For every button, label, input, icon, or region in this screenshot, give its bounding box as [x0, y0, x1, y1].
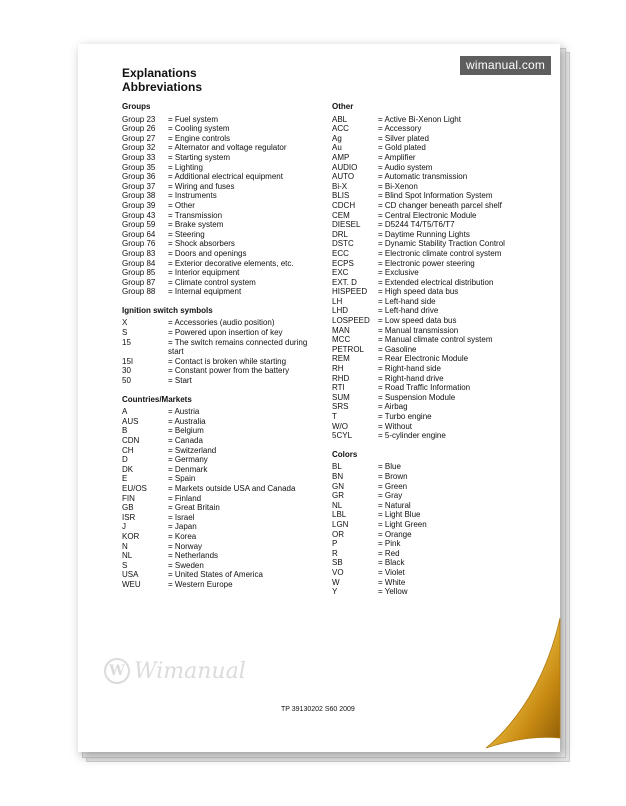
abbreviation-row	[332, 163, 552, 173]
abbreviation-code: AUTO	[332, 172, 355, 182]
abbreviation-description: = Norway	[168, 541, 203, 551]
abbreviation-description: = Black	[378, 558, 405, 568]
abbreviation-row	[122, 551, 322, 561]
abbreviation-row	[332, 259, 552, 269]
abbreviation-description: = Denmark	[168, 464, 208, 474]
abbreviation-code: VO	[332, 567, 344, 577]
abbreviation-code: Group 26	[122, 124, 156, 134]
abbreviation-row	[332, 520, 552, 530]
abbreviation-description: = Transmission	[168, 210, 223, 220]
abbreviation-description: = Road Traffic Information	[378, 383, 471, 393]
abbreviation-code: SRS	[332, 402, 349, 412]
abbreviation-description: = Gold plated	[378, 143, 426, 153]
abbreviation-row	[332, 482, 552, 492]
abbreviation-row	[122, 561, 322, 571]
abbreviation-description: = Right-hand drive	[378, 373, 444, 383]
abbreviation-description: = Exterior decorative elements, etc.	[168, 258, 294, 268]
abbreviation-row	[332, 374, 552, 384]
abbreviation-row	[332, 345, 552, 355]
abbreviation-code: GB	[122, 503, 134, 513]
abbreviation-description: = D5244 T4/T5/T6/T7	[378, 220, 455, 230]
abbreviation-description: = Great Britain	[168, 503, 220, 513]
abbreviation-row	[122, 259, 322, 269]
abbreviation-row	[122, 134, 322, 144]
abbreviation-row	[122, 124, 322, 134]
abbreviation-row	[122, 376, 322, 386]
abbreviation-row	[122, 328, 322, 338]
abbreviation-description: = Wiring and fuses	[168, 181, 235, 191]
abbreviation-code: S	[122, 560, 128, 570]
abbreviation-description: = Electronic climate control system	[378, 248, 502, 258]
abbreviation-code: PETROL	[332, 344, 365, 354]
abbreviation-code: 50	[122, 376, 131, 386]
abbreviation-description: = The switch remains connected during start	[168, 337, 308, 357]
abbreviation-description: = Austria	[168, 407, 200, 417]
abbreviation-description: = Interior equipment	[168, 268, 240, 278]
abbreviation-code: S	[122, 328, 128, 338]
abbreviation-row	[332, 402, 552, 412]
abbreviation-row	[122, 484, 322, 494]
section-countries	[122, 395, 322, 590]
abbreviation-row	[122, 143, 322, 153]
abbreviation-code: EXT. D	[332, 277, 357, 287]
abbreviation-code: HISPEED	[332, 287, 368, 297]
section-title: Countries/Markets	[122, 394, 192, 404]
logo-initial: W	[104, 658, 130, 684]
abbreviation-code: Group 33	[122, 152, 156, 162]
abbreviation-description: = Light Blue	[378, 510, 421, 520]
abbreviation-description: = Blind Spot Information System	[378, 191, 493, 201]
abbreviation-description: = Accessory	[378, 124, 422, 134]
abbreviation-code: CDN	[122, 436, 140, 445]
abbreviation-row	[122, 191, 322, 201]
abbreviation-description: = Canada	[168, 436, 203, 445]
abbreviation-row	[122, 172, 322, 182]
section-other	[332, 102, 552, 441]
title-abbreviations: Abbreviations	[122, 80, 203, 94]
abbreviation-row	[122, 163, 322, 173]
abbreviation-description: = Red	[378, 548, 400, 558]
abbreviation-row	[332, 211, 552, 221]
abbreviation-row	[122, 494, 322, 504]
abbreviation-code: BLIS	[332, 191, 350, 201]
abbreviation-code: N	[122, 541, 128, 551]
abbreviation-code: Y	[332, 587, 338, 597]
abbreviation-row	[332, 287, 552, 297]
abbreviation-code: LH	[332, 296, 343, 306]
abbreviation-description: = Korea	[168, 531, 197, 541]
abbreviation-row	[332, 297, 552, 307]
abbreviation-row	[332, 578, 552, 588]
abbreviation-row	[332, 268, 552, 278]
abbreviation-row	[332, 326, 552, 336]
abbreviation-row	[332, 306, 552, 316]
abbreviation-code: Group 87	[122, 277, 156, 287]
abbreviation-code: BL	[332, 462, 342, 472]
section-title: Colors	[332, 449, 358, 459]
abbreviation-code: ECPS	[332, 258, 354, 268]
abbreviation-code: W	[332, 577, 340, 587]
section-groups	[122, 102, 322, 297]
abbreviation-description: = Starting system	[168, 152, 231, 162]
abbreviation-code: EU/OS	[122, 483, 147, 493]
abbreviation-row	[122, 513, 322, 523]
abbreviation-row	[332, 510, 552, 520]
page-curl-icon[interactable]	[478, 618, 568, 758]
abbreviation-description: = Switzerland	[168, 445, 217, 455]
abbreviation-description: = Green	[378, 481, 408, 491]
section-title: Ignition switch symbols	[122, 305, 213, 315]
abbreviation-description: = Gasoline	[378, 344, 417, 354]
abbreviation-code: EXC	[332, 268, 349, 278]
abbreviation-description: = Germany	[168, 455, 208, 465]
abbreviation-row	[332, 354, 552, 364]
abbreviation-description: = High speed data bus	[378, 287, 459, 297]
abbreviation-description: = Other	[168, 200, 195, 210]
abbreviation-code: REM	[332, 354, 350, 364]
abbreviation-code: D	[122, 455, 128, 465]
abbreviation-code: Au	[332, 143, 342, 153]
abbreviation-code: Group 32	[122, 143, 156, 153]
abbreviation-description: = Manual climate control system	[378, 335, 493, 345]
abbreviation-row	[122, 153, 322, 163]
abbreviation-row	[122, 220, 322, 230]
abbreviation-description: = Pink	[378, 539, 401, 549]
abbreviation-row	[332, 316, 552, 326]
abbreviation-description: = Finland	[168, 493, 202, 503]
abbreviation-code: 15	[122, 337, 131, 347]
abbreviation-description: = Manual transmission	[378, 325, 459, 335]
abbreviation-row	[122, 338, 322, 357]
abbreviation-row	[122, 287, 322, 297]
abbreviation-row	[122, 318, 322, 328]
abbreviation-row	[332, 393, 552, 403]
abbreviation-code: Group 83	[122, 248, 156, 258]
abbreviation-description: = Silver plated	[378, 133, 429, 143]
abbreviation-row	[122, 239, 322, 249]
abbreviation-code: DK	[122, 464, 134, 474]
abbreviation-code: FIN	[122, 493, 135, 503]
abbreviation-row	[122, 268, 322, 278]
abbreviation-code: SB	[332, 558, 343, 568]
abbreviation-code: ACC	[332, 124, 349, 134]
abbreviation-description: = Engine controls	[168, 133, 231, 143]
abbreviation-description: = Australia	[168, 416, 206, 426]
section-ignition	[122, 306, 322, 386]
abbreviation-row	[332, 539, 552, 549]
abbreviation-code: USA	[122, 570, 139, 580]
abbreviation-description: = Start	[168, 376, 192, 386]
abbreviation-row	[332, 124, 552, 134]
abbreviation-description: = Exclusive	[378, 268, 419, 278]
abbreviation-code: SUM	[332, 392, 350, 402]
abbreviation-code: P	[332, 539, 338, 549]
abbreviation-code: E	[122, 474, 128, 484]
abbreviation-description: = Left-hand drive	[378, 306, 439, 316]
abbreviation-code: AUS	[122, 416, 139, 426]
abbreviation-description: = CD changer beneath parcel shelf	[378, 200, 502, 210]
abbreviation-description: = Light Green	[378, 519, 427, 529]
abbreviation-description: = Left-hand side	[378, 296, 436, 306]
abbreviation-code: NL	[332, 500, 343, 510]
abbreviation-code: ABL	[332, 114, 348, 124]
abbreviation-code: J	[122, 522, 126, 532]
abbreviation-description: = Turbo engine	[378, 412, 432, 421]
abbreviation-description: = Constant power from the battery	[168, 366, 290, 376]
abbreviation-code: Group 38	[122, 191, 156, 201]
abbreviation-description: = Climate control system	[168, 277, 256, 287]
abbreviation-row	[332, 383, 552, 393]
abbreviation-row	[332, 191, 552, 201]
abbreviation-row	[122, 407, 322, 417]
abbreviation-row	[332, 558, 552, 568]
abbreviation-description: = Belgium	[168, 426, 204, 436]
abbreviation-description: = Orange	[378, 529, 412, 539]
abbreviation-row	[122, 211, 322, 221]
abbreviation-code: DIESEL	[332, 220, 361, 230]
section-title: Groups	[122, 102, 151, 111]
abbreviation-code: Group 37	[122, 181, 156, 191]
abbreviation-description: = Yellow	[378, 587, 408, 597]
abbreviation-description: = Internal equipment	[168, 287, 242, 297]
abbreviation-row	[122, 542, 322, 552]
abbreviation-row	[332, 568, 552, 578]
abbreviation-row	[332, 115, 552, 125]
abbreviation-description: = Natural	[378, 500, 411, 510]
abbreviation-row	[332, 220, 552, 230]
abbreviation-description: = Brake system	[168, 220, 224, 230]
abbreviation-row	[332, 364, 552, 374]
abbreviation-description: = Israel	[168, 512, 195, 522]
abbreviation-description: = Additional electrical equipment	[168, 172, 283, 182]
abbreviation-description: = Central Electronic Module	[378, 210, 477, 220]
title-explanations: Explanations	[122, 66, 197, 80]
wimanual-logo	[104, 658, 246, 684]
abbreviation-row	[122, 446, 322, 456]
abbreviation-description: = Western Europe	[168, 579, 233, 589]
abbreviation-row	[332, 422, 552, 432]
abbreviation-row	[332, 501, 552, 511]
abbreviation-row	[122, 455, 322, 465]
page-title	[122, 66, 202, 94]
abbreviation-row	[122, 182, 322, 192]
abbreviation-description: = Active Bi-Xenon Light	[378, 114, 461, 124]
abbreviation-code: ISR	[122, 512, 136, 522]
abbreviation-code: Group 43	[122, 210, 156, 220]
abbreviation-description: = Amplifier	[378, 152, 416, 162]
abbreviation-code: Group 35	[122, 162, 156, 172]
abbreviation-row	[122, 417, 322, 427]
abbreviation-description: = Blue	[378, 462, 401, 472]
abbreviation-row	[122, 278, 322, 288]
abbreviation-description: = United States of America	[168, 570, 263, 580]
abbreviation-code: 30	[122, 366, 131, 376]
abbreviation-code: KOR	[122, 531, 140, 541]
abbreviation-row	[122, 522, 322, 532]
abbreviation-description: = White	[378, 577, 406, 587]
abbreviation-code: AMP	[332, 152, 350, 162]
abbreviation-code: Group 39	[122, 200, 156, 210]
abbreviation-code: WEU	[122, 579, 141, 589]
abbreviation-row	[332, 153, 552, 163]
abbreviation-row	[122, 570, 322, 580]
abbreviation-row	[122, 474, 322, 484]
abbreviation-code: Group 85	[122, 268, 156, 278]
abbreviation-row	[122, 357, 322, 367]
abbreviation-row	[332, 230, 552, 240]
abbreviation-row	[332, 172, 552, 182]
abbreviation-row	[332, 134, 552, 144]
abbreviation-row	[332, 335, 552, 345]
abbreviation-row	[122, 366, 322, 376]
page-footer: TP 39130202 S60 2009	[281, 706, 355, 713]
abbreviation-row	[122, 503, 322, 513]
abbreviation-code: GN	[332, 481, 344, 491]
left-column	[122, 102, 322, 599]
abbreviation-row	[332, 201, 552, 211]
abbreviation-code: Group 88	[122, 287, 156, 297]
abbreviation-row	[122, 532, 322, 542]
abbreviation-description: = Extended electrical distribution	[378, 277, 494, 287]
abbreviation-description: = Doors and openings	[168, 248, 247, 258]
abbreviation-row	[332, 462, 552, 472]
abbreviation-description: = Without	[378, 421, 413, 431]
abbreviation-description: = Cooling system	[168, 124, 230, 134]
abbreviation-row	[122, 426, 322, 436]
abbreviation-code: CEM	[332, 210, 350, 220]
abbreviation-code: W/O	[332, 421, 348, 431]
abbreviation-code: A	[122, 407, 128, 417]
abbreviation-code: LBL	[332, 510, 347, 520]
abbreviation-code: Group 27	[122, 133, 156, 143]
abbreviation-description: = Lighting	[168, 162, 203, 172]
abbreviation-description: = Shock absorbers	[168, 239, 235, 249]
logo-text: Wimanual	[134, 658, 246, 684]
abbreviation-code: Group 64	[122, 229, 156, 239]
abbreviation-code: Bi-X	[332, 181, 348, 191]
abbreviation-code: R	[332, 548, 338, 558]
section-title: Other	[332, 102, 354, 111]
abbreviation-row	[332, 143, 552, 153]
abbreviation-description: = Daytime Running Lights	[378, 229, 470, 239]
abbreviation-row	[332, 239, 552, 249]
abbreviation-description: = Violet	[378, 567, 405, 577]
abbreviation-description: = Audio system	[378, 162, 433, 172]
abbreviation-code: NL	[122, 551, 133, 561]
abbreviation-row	[332, 431, 552, 441]
abbreviation-description: = Right-hand side	[378, 364, 441, 374]
abbreviation-description: = Low speed data bus	[378, 316, 457, 326]
abbreviation-row	[122, 465, 322, 475]
abbreviation-row	[122, 201, 322, 211]
abbreviation-code: LHD	[332, 306, 349, 316]
abbreviation-code: LOSPEED	[332, 316, 370, 326]
abbreviation-description: = Gray	[378, 491, 403, 501]
abbreviation-description: = Bi-Xenon	[378, 181, 418, 191]
abbreviation-description: = Markets outside USA and Canada	[168, 483, 296, 493]
abbreviation-code: RTI	[332, 383, 345, 393]
abbreviation-code: LGN	[332, 519, 349, 529]
watermark-badge: wimanual.com	[460, 56, 551, 75]
abbreviation-code: Group 76	[122, 239, 156, 249]
abbreviation-code: Group 36	[122, 172, 156, 182]
abbreviation-code: RHD	[332, 373, 350, 383]
abbreviation-code: ECC	[332, 248, 349, 258]
abbreviation-code: BN	[332, 471, 344, 481]
abbreviation-description: = Spain	[168, 474, 196, 484]
abbreviation-row	[122, 115, 322, 125]
abbreviation-description: = Instruments	[168, 191, 217, 201]
abbreviation-row	[332, 278, 552, 288]
abbreviation-code: Group 59	[122, 220, 156, 230]
abbreviation-row	[332, 491, 552, 501]
abbreviation-description: = Dynamic Stability Traction Control	[378, 239, 505, 249]
abbreviation-code: MAN	[332, 325, 350, 335]
abbreviation-description: = Brown	[378, 471, 408, 481]
abbreviation-row	[332, 549, 552, 559]
abbreviation-code: AUDIO	[332, 162, 358, 172]
abbreviation-description: = Airbag	[378, 402, 408, 412]
abbreviation-code: Ag	[332, 133, 342, 143]
section-colors	[332, 450, 552, 597]
abbreviation-description: = Electronic power steering	[378, 258, 475, 268]
abbreviation-code: 15I	[122, 356, 134, 366]
abbreviation-row	[332, 587, 552, 597]
abbreviation-code: Group 23	[122, 114, 156, 124]
abbreviation-description: = Rear Electronic Module	[378, 354, 469, 364]
abbreviation-description: = Contact is broken while starting	[168, 356, 287, 366]
abbreviation-row	[332, 182, 552, 192]
abbreviation-row	[332, 249, 552, 259]
abbreviation-description: = Powered upon insertion of key	[168, 328, 283, 338]
abbreviation-row	[332, 472, 552, 482]
abbreviation-row	[332, 530, 552, 540]
abbreviation-description: = Alternator and voltage regulator	[168, 143, 287, 153]
abbreviation-code: RH	[332, 364, 344, 374]
abbreviation-description: = Automatic transmission	[378, 172, 468, 182]
abbreviation-code: T	[332, 412, 337, 421]
abbreviation-code: Group 84	[122, 258, 156, 268]
abbreviation-description: = Steering	[168, 229, 205, 239]
abbreviation-row	[332, 412, 552, 422]
abbreviation-code: CDCH	[332, 200, 356, 210]
abbreviation-code: GR	[332, 491, 344, 501]
abbreviation-description: = Japan	[168, 522, 197, 532]
abbreviation-row	[122, 249, 322, 259]
abbreviation-row	[122, 230, 322, 240]
abbreviation-code: B	[122, 426, 128, 436]
abbreviation-code: CH	[122, 445, 134, 455]
abbreviation-description: = Suspension Module	[378, 392, 456, 402]
abbreviation-row	[122, 436, 322, 446]
abbreviation-description: = Accessories (audio position)	[168, 318, 275, 328]
abbreviation-description: = Fuel system	[168, 114, 219, 124]
right-column	[332, 102, 552, 606]
abbreviation-description: = Netherlands	[168, 551, 219, 561]
abbreviation-description: = 5-cylinder engine	[378, 431, 446, 441]
abbreviation-code: DRL	[332, 229, 349, 239]
abbreviation-code: DSTC	[332, 239, 354, 249]
abbreviation-code: OR	[332, 529, 344, 539]
abbreviation-row	[122, 580, 322, 590]
abbreviation-code: MCC	[332, 335, 351, 345]
abbreviation-code: X	[122, 318, 128, 328]
abbreviation-code: 5CYL	[332, 431, 353, 441]
abbreviation-description: = Sweden	[168, 560, 204, 570]
